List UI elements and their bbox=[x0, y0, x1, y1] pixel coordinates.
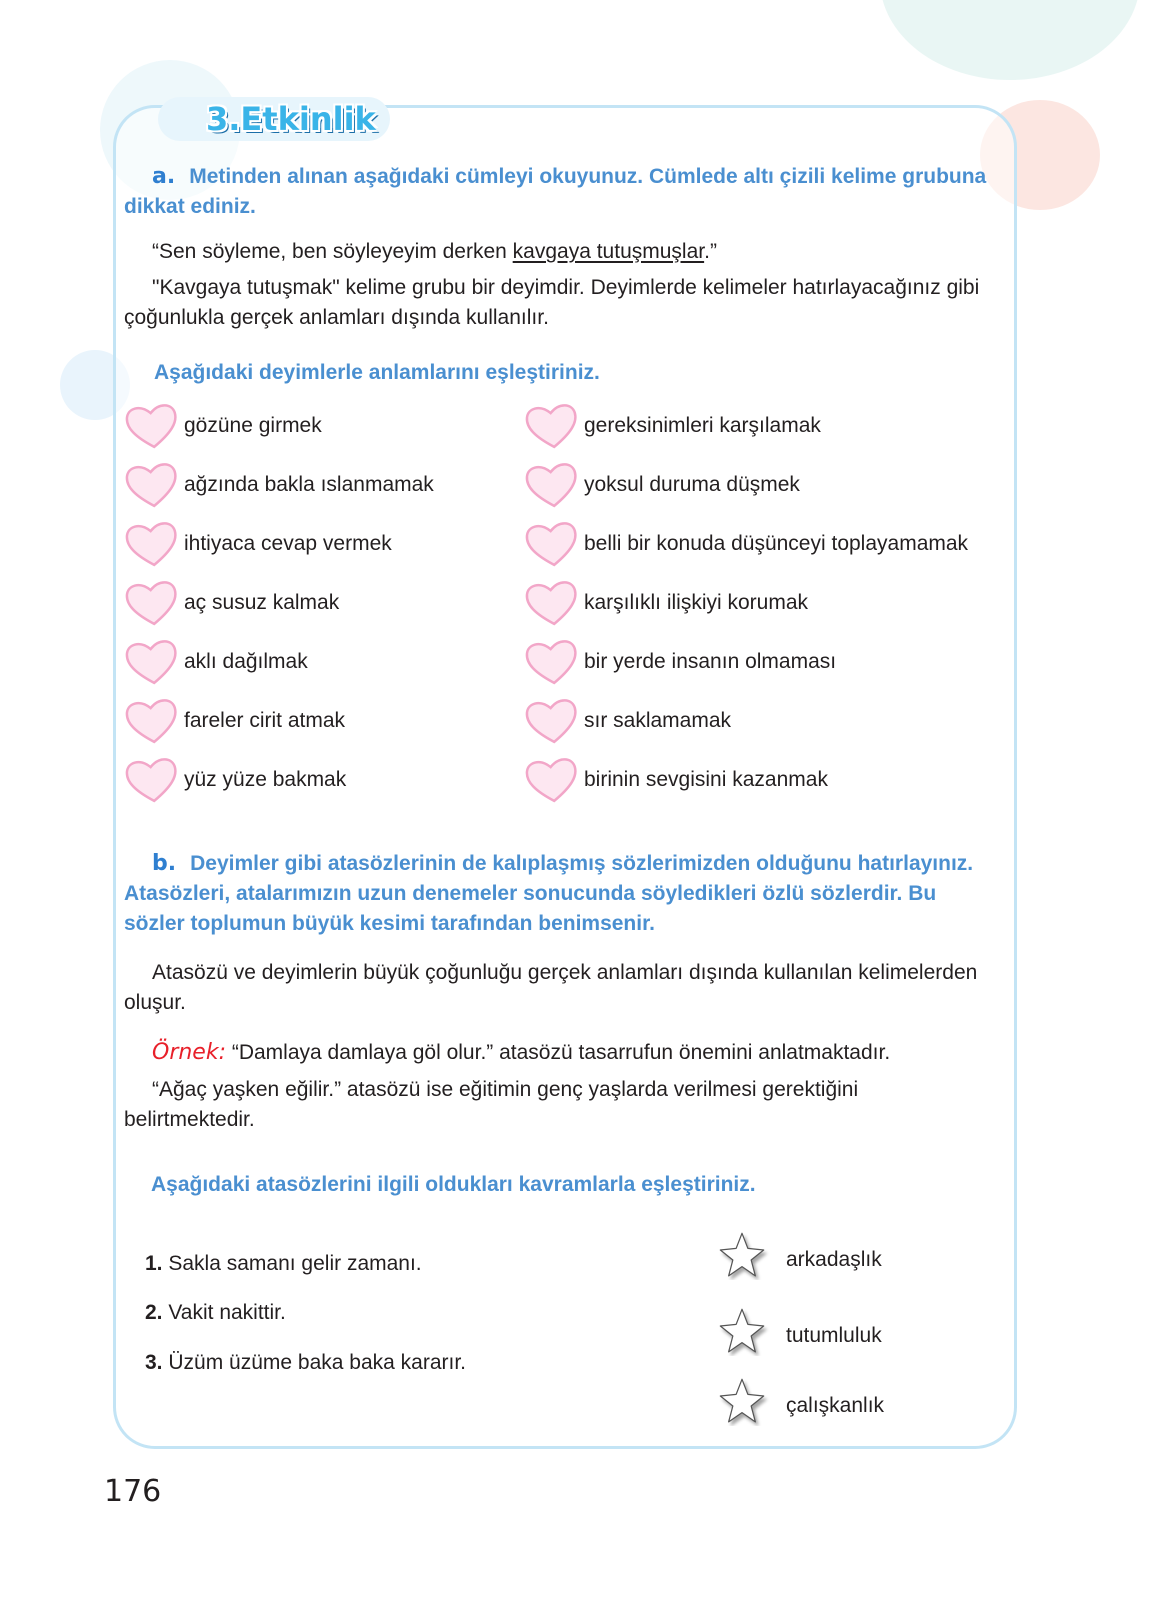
heart-icon bbox=[124, 460, 180, 510]
example-label: Örnek: bbox=[152, 1040, 226, 1065]
heart-icon bbox=[524, 637, 580, 687]
proverb-text: Vakit nakittir. bbox=[168, 1301, 286, 1324]
idiom-text: gözüne girmek bbox=[184, 414, 322, 437]
meaning-item[interactable] bbox=[524, 758, 828, 802]
meaning-item[interactable] bbox=[524, 699, 731, 743]
heart-icon bbox=[124, 755, 180, 805]
proverb-number: 2. bbox=[145, 1301, 163, 1324]
section-b-instruction bbox=[124, 849, 994, 939]
star-icon bbox=[714, 1230, 770, 1280]
heart-icon bbox=[124, 519, 180, 569]
example-2: “Ağaç yaşken eğilir.” atasözü ise eğitimin genç yaşlarda verilmesi gerektiğini belirtmektedir. bbox=[124, 1078, 859, 1131]
idiom-item[interactable] bbox=[124, 522, 392, 566]
idiom-item[interactable] bbox=[124, 581, 339, 625]
meaning-text: belli bir konuda düşünceyi toplayamamak bbox=[584, 532, 969, 555]
star-icon bbox=[714, 1306, 770, 1356]
idiom-text: aklı dağılmak bbox=[184, 650, 308, 673]
meaning-item[interactable] bbox=[524, 404, 821, 448]
idiom-item[interactable] bbox=[124, 758, 346, 802]
example-text: “Damlaya damlaya göl olur.” atasözü tasarrufun önemini anlatmaktadır. bbox=[226, 1041, 891, 1064]
section-a-instruction bbox=[124, 162, 994, 222]
heart-icon bbox=[124, 401, 180, 451]
idiom-text: fareler cirit atmak bbox=[184, 709, 346, 732]
quote-underlined: kavgaya tutuşmuşlar bbox=[512, 240, 705, 263]
proverb-text: Üzüm üzüme baka baka kararır. bbox=[168, 1351, 466, 1374]
activity-title-logo bbox=[158, 97, 390, 141]
idiom-text: aç susuz kalmak bbox=[184, 591, 340, 614]
concept-text: tutumluluk bbox=[786, 1324, 882, 1347]
idiom-text: ağzında bakla ıslanmamak bbox=[184, 473, 434, 496]
idiom-text: ihtiyaca cevap vermek bbox=[184, 532, 392, 555]
section-a-letter: a. bbox=[152, 164, 176, 189]
section-b-instruction-text: Deyimler gibi atasözlerinin de kalıplaşmış sözlerimizden olduğunu hatırlayınız. Atasözleri, atalarımızın uzun denemeler sonucunda söyledikleri özlü sözlerdir. Bu sözler toplumun büyük kesimi tarafından benimsenir. bbox=[124, 852, 974, 935]
section-b-letter: b. bbox=[152, 851, 177, 876]
meaning-text: sır saklamamak bbox=[584, 709, 732, 732]
heart-icon bbox=[524, 519, 580, 569]
idiom-paragraph: "Kavgaya tutuşmak" kelime grubu bir deyimdir. Deyimlerde kelimeler hatırlayacağınız gibi çoğunlukla gerçek anlamları dışında kullanılır. bbox=[124, 276, 980, 329]
proverb-item bbox=[145, 1348, 466, 1378]
meaning-item[interactable] bbox=[524, 640, 836, 684]
meaning-text: gereksinimleri karşılamak bbox=[584, 414, 821, 437]
quote-sentence bbox=[152, 237, 717, 267]
star-icon bbox=[714, 1376, 770, 1426]
proverb-item bbox=[145, 1298, 286, 1328]
concept-text: arkadaşlık bbox=[786, 1248, 882, 1271]
page-number: 176 bbox=[104, 1474, 162, 1509]
heart-icon bbox=[124, 637, 180, 687]
meaning-item[interactable] bbox=[524, 581, 808, 625]
heart-icon bbox=[124, 578, 180, 628]
meaning-text: karşılıklı ilişkiyi korumak bbox=[584, 591, 809, 614]
idiom-match-instruction: Aşağıdaki deyimlerle anlamlarını eşleştiriniz. bbox=[154, 361, 600, 384]
quote-before: “Sen söyleme, ben söyleyeyim derken bbox=[152, 240, 513, 263]
idiom-item[interactable] bbox=[124, 699, 345, 743]
concept-item[interactable] bbox=[714, 1376, 884, 1436]
proverb-number: 3. bbox=[145, 1351, 163, 1374]
idiom-item[interactable] bbox=[124, 404, 322, 448]
proverb-match-instruction: Aşağıdaki atasözlerini ilgili oldukları kavramlarla eşleştiriniz. bbox=[151, 1173, 756, 1196]
heart-icon bbox=[524, 696, 580, 746]
heart-icon bbox=[524, 755, 580, 805]
activity-title: 3.Etkinlik bbox=[206, 100, 376, 138]
proverb-number: 1. bbox=[145, 1252, 163, 1275]
concept-text: çalışkanlık bbox=[786, 1394, 885, 1417]
meaning-text: birinin sevgisini kazanmak bbox=[584, 768, 828, 791]
meaning-text: bir yerde insanın olmaması bbox=[584, 650, 837, 673]
meaning-item[interactable] bbox=[524, 522, 968, 566]
idiom-text: yüz yüze bakmak bbox=[184, 768, 347, 791]
decor-circle bbox=[880, 0, 1140, 80]
proverb-item bbox=[145, 1249, 422, 1279]
concept-item[interactable] bbox=[714, 1230, 882, 1290]
example-line bbox=[152, 1038, 890, 1068]
heart-icon bbox=[124, 696, 180, 746]
concept-item[interactable] bbox=[714, 1306, 882, 1366]
quote-after: .” bbox=[704, 240, 717, 263]
heart-icon bbox=[524, 460, 580, 510]
heart-icon bbox=[524, 578, 580, 628]
idiom-item[interactable] bbox=[124, 640, 308, 684]
section-a-instruction-text: Metinden alınan aşağıdaki cümleyi okuyunuz. Cümlede altı çizili kelime grubuna dikkat ediniz. bbox=[124, 165, 987, 218]
meaning-text: yoksul duruma düşmek bbox=[584, 473, 800, 496]
idiom-item[interactable] bbox=[124, 463, 434, 507]
heart-icon bbox=[524, 401, 580, 451]
meaning-item[interactable] bbox=[524, 463, 800, 507]
proverb-paragraph: Atasözü ve deyimlerin büyük çoğunluğu gerçek anlamları dışında kullanılan kelimelerden oluşur. bbox=[124, 961, 978, 1014]
proverb-text: Sakla samanı gelir zamanı. bbox=[168, 1252, 422, 1275]
